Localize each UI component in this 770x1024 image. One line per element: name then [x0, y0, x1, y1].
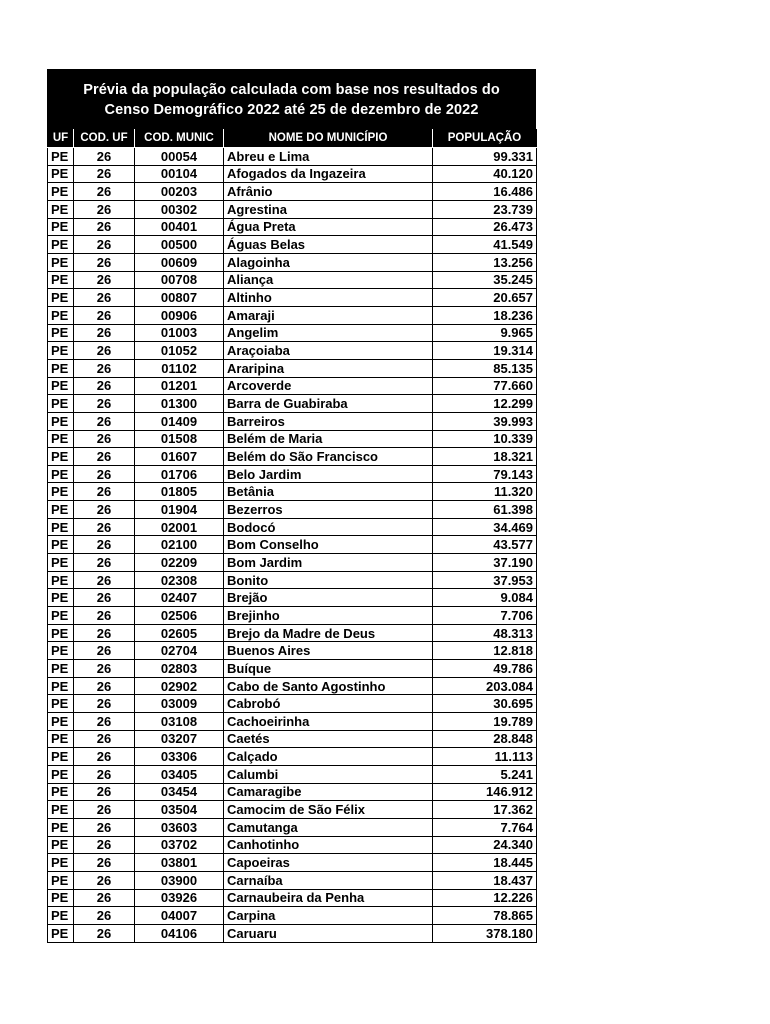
cell-cod-munic: 02308 — [135, 571, 224, 589]
cell-nome-municipio: Bodocó — [224, 518, 433, 536]
cell-nome-municipio: Bom Conselho — [224, 536, 433, 554]
table-row — [48, 836, 537, 854]
table-title — [47, 69, 536, 129]
cell-cod-uf: 26 — [74, 501, 135, 519]
cell-populacao: 18.236 — [433, 306, 537, 324]
cell-populacao: 378.180 — [433, 924, 537, 942]
column-header-uf: UF — [48, 129, 74, 148]
cell-uf: PE — [48, 465, 74, 483]
cell-nome-municipio: Buíque — [224, 660, 433, 678]
table-row — [48, 536, 537, 554]
cell-nome-municipio: Belo Jardim — [224, 465, 433, 483]
cell-cod-uf: 26 — [74, 253, 135, 271]
cell-uf: PE — [48, 271, 74, 289]
cell-uf: PE — [48, 589, 74, 607]
table-row — [48, 730, 537, 748]
cell-uf: PE — [48, 200, 74, 218]
cell-cod-munic: 03306 — [135, 748, 224, 766]
table-row — [48, 324, 537, 342]
cell-populacao: 20.657 — [433, 289, 537, 307]
cell-populacao: 9.965 — [433, 324, 537, 342]
table-body — [48, 148, 537, 943]
cell-populacao: 85.135 — [433, 359, 537, 377]
cell-nome-municipio: Carnaubeira da Penha — [224, 889, 433, 907]
cell-cod-munic: 02902 — [135, 677, 224, 695]
cell-uf: PE — [48, 377, 74, 395]
cell-populacao: 34.469 — [433, 518, 537, 536]
cell-cod-uf: 26 — [74, 589, 135, 607]
table-row — [48, 854, 537, 872]
cell-populacao: 49.786 — [433, 660, 537, 678]
cell-populacao: 28.848 — [433, 730, 537, 748]
cell-populacao: 11.320 — [433, 483, 537, 501]
cell-nome-municipio: Cachoeirinha — [224, 713, 433, 731]
table-row — [48, 924, 537, 942]
table-row — [48, 306, 537, 324]
cell-populacao: 16.486 — [433, 183, 537, 201]
cell-uf: PE — [48, 183, 74, 201]
cell-cod-uf: 26 — [74, 677, 135, 695]
table-row — [48, 607, 537, 625]
cell-cod-munic: 00609 — [135, 253, 224, 271]
table-row — [48, 554, 537, 572]
title-line-1: Prévia da população calculada com base nos resultados do — [83, 82, 500, 98]
cell-cod-munic: 00906 — [135, 306, 224, 324]
cell-populacao: 7.764 — [433, 818, 537, 836]
cell-cod-munic: 00203 — [135, 183, 224, 201]
cell-populacao: 12.299 — [433, 395, 537, 413]
table-row — [48, 518, 537, 536]
cell-cod-uf: 26 — [74, 342, 135, 360]
cell-cod-uf: 26 — [74, 854, 135, 872]
cell-nome-municipio: Canhotinho — [224, 836, 433, 854]
cell-uf: PE — [48, 660, 74, 678]
cell-cod-munic: 03801 — [135, 854, 224, 872]
cell-uf: PE — [48, 871, 74, 889]
cell-cod-uf: 26 — [74, 218, 135, 236]
cell-populacao: 19.314 — [433, 342, 537, 360]
cell-populacao: 203.084 — [433, 677, 537, 695]
cell-cod-munic: 02407 — [135, 589, 224, 607]
cell-cod-uf: 26 — [74, 907, 135, 925]
cell-populacao: 23.739 — [433, 200, 537, 218]
cell-populacao: 146.912 — [433, 783, 537, 801]
cell-cod-munic: 00104 — [135, 165, 224, 183]
cell-uf: PE — [48, 730, 74, 748]
cell-cod-uf: 26 — [74, 200, 135, 218]
cell-cod-munic: 02209 — [135, 554, 224, 572]
cell-populacao: 18.445 — [433, 854, 537, 872]
cell-cod-uf: 26 — [74, 924, 135, 942]
cell-nome-municipio: Bom Jardim — [224, 554, 433, 572]
cell-nome-municipio: Cabo de Santo Agostinho — [224, 677, 433, 695]
cell-nome-municipio: Bonito — [224, 571, 433, 589]
cell-cod-uf: 26 — [74, 801, 135, 819]
cell-cod-munic: 00054 — [135, 148, 224, 166]
cell-nome-municipio: Brejão — [224, 589, 433, 607]
cell-cod-munic: 03207 — [135, 730, 224, 748]
cell-uf: PE — [48, 483, 74, 501]
cell-nome-municipio: Camaragibe — [224, 783, 433, 801]
cell-cod-munic: 02704 — [135, 642, 224, 660]
cell-nome-municipio: Capoeiras — [224, 854, 433, 872]
table-row — [48, 907, 537, 925]
cell-populacao: 7.706 — [433, 607, 537, 625]
cell-cod-uf: 26 — [74, 359, 135, 377]
table-row — [48, 871, 537, 889]
population-table — [47, 129, 537, 943]
table-row — [48, 359, 537, 377]
cell-nome-municipio: Agrestina — [224, 200, 433, 218]
cell-cod-uf: 26 — [74, 430, 135, 448]
cell-nome-municipio: Arcoverde — [224, 377, 433, 395]
cell-cod-munic: 03108 — [135, 713, 224, 731]
cell-populacao: 17.362 — [433, 801, 537, 819]
cell-uf: PE — [48, 748, 74, 766]
cell-cod-munic: 01706 — [135, 465, 224, 483]
cell-cod-munic: 02605 — [135, 624, 224, 642]
cell-cod-munic: 03900 — [135, 871, 224, 889]
cell-cod-uf: 26 — [74, 765, 135, 783]
cell-nome-municipio: Belém de Maria — [224, 430, 433, 448]
cell-uf: PE — [48, 624, 74, 642]
table-row — [48, 200, 537, 218]
table-row — [48, 713, 537, 731]
table-row — [48, 465, 537, 483]
cell-uf: PE — [48, 324, 74, 342]
cell-uf: PE — [48, 836, 74, 854]
cell-uf: PE — [48, 554, 74, 572]
cell-uf: PE — [48, 289, 74, 307]
cell-nome-municipio: Caetés — [224, 730, 433, 748]
cell-cod-munic: 01003 — [135, 324, 224, 342]
cell-cod-munic: 03504 — [135, 801, 224, 819]
table-row — [48, 165, 537, 183]
population-sheet — [47, 69, 536, 943]
column-header-cod-uf: COD. UF — [74, 129, 135, 148]
cell-nome-municipio: Angelim — [224, 324, 433, 342]
cell-uf: PE — [48, 536, 74, 554]
cell-populacao: 41.549 — [433, 236, 537, 254]
cell-uf: PE — [48, 607, 74, 625]
cell-nome-municipio: Betânia — [224, 483, 433, 501]
cell-populacao: 24.340 — [433, 836, 537, 854]
cell-nome-municipio: Barreiros — [224, 412, 433, 430]
cell-cod-munic: 02100 — [135, 536, 224, 554]
cell-cod-uf: 26 — [74, 395, 135, 413]
cell-cod-munic: 00302 — [135, 200, 224, 218]
cell-nome-municipio: Calçado — [224, 748, 433, 766]
cell-cod-uf: 26 — [74, 183, 135, 201]
cell-populacao: 37.953 — [433, 571, 537, 589]
table-row — [48, 801, 537, 819]
table-row — [48, 624, 537, 642]
cell-cod-munic: 03009 — [135, 695, 224, 713]
column-header-nome-municipio: NOME DO MUNICÍPIO — [224, 129, 433, 148]
cell-uf: PE — [48, 236, 74, 254]
cell-populacao: 10.339 — [433, 430, 537, 448]
table-row — [48, 660, 537, 678]
cell-populacao: 77.660 — [433, 377, 537, 395]
column-header-cod-munic: COD. MUNIC — [135, 129, 224, 148]
table-row — [48, 483, 537, 501]
cell-cod-munic: 01300 — [135, 395, 224, 413]
cell-uf: PE — [48, 818, 74, 836]
cell-nome-municipio: Calumbi — [224, 765, 433, 783]
table-row — [48, 253, 537, 271]
cell-cod-uf: 26 — [74, 289, 135, 307]
cell-cod-munic: 03405 — [135, 765, 224, 783]
cell-cod-uf: 26 — [74, 730, 135, 748]
cell-cod-munic: 03603 — [135, 818, 224, 836]
cell-cod-uf: 26 — [74, 660, 135, 678]
cell-nome-municipio: Araçoiaba — [224, 342, 433, 360]
cell-uf: PE — [48, 854, 74, 872]
cell-populacao: 99.331 — [433, 148, 537, 166]
cell-uf: PE — [48, 801, 74, 819]
cell-cod-munic: 01805 — [135, 483, 224, 501]
cell-cod-uf: 26 — [74, 165, 135, 183]
cell-cod-uf: 26 — [74, 889, 135, 907]
table-row — [48, 818, 537, 836]
cell-nome-municipio: Caruaru — [224, 924, 433, 942]
cell-populacao: 61.398 — [433, 501, 537, 519]
cell-uf: PE — [48, 518, 74, 536]
cell-populacao: 35.245 — [433, 271, 537, 289]
table-row — [48, 448, 537, 466]
cell-cod-uf: 26 — [74, 624, 135, 642]
cell-uf: PE — [48, 165, 74, 183]
cell-populacao: 11.113 — [433, 748, 537, 766]
cell-nome-municipio: Altinho — [224, 289, 433, 307]
cell-uf: PE — [48, 695, 74, 713]
cell-cod-uf: 26 — [74, 871, 135, 889]
cell-populacao: 12.818 — [433, 642, 537, 660]
table-row — [48, 271, 537, 289]
cell-cod-munic: 03454 — [135, 783, 224, 801]
cell-nome-municipio: Aliança — [224, 271, 433, 289]
cell-cod-munic: 00500 — [135, 236, 224, 254]
cell-cod-munic: 00401 — [135, 218, 224, 236]
table-row — [48, 748, 537, 766]
table-row — [48, 677, 537, 695]
cell-uf: PE — [48, 765, 74, 783]
table-row — [48, 783, 537, 801]
table-row — [48, 889, 537, 907]
cell-cod-munic: 04106 — [135, 924, 224, 942]
cell-cod-uf: 26 — [74, 695, 135, 713]
cell-populacao: 18.437 — [433, 871, 537, 889]
cell-uf: PE — [48, 412, 74, 430]
cell-cod-munic: 02001 — [135, 518, 224, 536]
cell-nome-municipio: Camocim de São Félix — [224, 801, 433, 819]
cell-nome-municipio: Belém do São Francisco — [224, 448, 433, 466]
cell-populacao: 13.256 — [433, 253, 537, 271]
cell-nome-municipio: Camutanga — [224, 818, 433, 836]
cell-cod-uf: 26 — [74, 412, 135, 430]
cell-cod-uf: 26 — [74, 554, 135, 572]
cell-uf: PE — [48, 430, 74, 448]
column-header-populacao: POPULAÇÃO — [433, 129, 537, 148]
table-row — [48, 765, 537, 783]
cell-nome-municipio: Abreu e Lima — [224, 148, 433, 166]
cell-nome-municipio: Buenos Aires — [224, 642, 433, 660]
header-row — [48, 129, 537, 148]
cell-cod-munic: 00708 — [135, 271, 224, 289]
cell-cod-munic: 03926 — [135, 889, 224, 907]
cell-populacao: 9.084 — [433, 589, 537, 607]
cell-cod-munic: 04007 — [135, 907, 224, 925]
cell-nome-municipio: Brejo da Madre de Deus — [224, 624, 433, 642]
cell-cod-uf: 26 — [74, 607, 135, 625]
cell-cod-munic: 03702 — [135, 836, 224, 854]
cell-uf: PE — [48, 342, 74, 360]
cell-cod-uf: 26 — [74, 306, 135, 324]
cell-cod-uf: 26 — [74, 536, 135, 554]
cell-uf: PE — [48, 395, 74, 413]
table-row — [48, 377, 537, 395]
table-row — [48, 589, 537, 607]
cell-uf: PE — [48, 642, 74, 660]
cell-nome-municipio: Carnaíba — [224, 871, 433, 889]
table-row — [48, 695, 537, 713]
table-row — [48, 642, 537, 660]
cell-cod-uf: 26 — [74, 448, 135, 466]
cell-uf: PE — [48, 677, 74, 695]
table-row — [48, 218, 537, 236]
cell-cod-munic: 01508 — [135, 430, 224, 448]
cell-populacao: 30.695 — [433, 695, 537, 713]
cell-uf: PE — [48, 907, 74, 925]
cell-cod-munic: 00807 — [135, 289, 224, 307]
cell-cod-uf: 26 — [74, 818, 135, 836]
cell-uf: PE — [48, 713, 74, 731]
table-row — [48, 430, 537, 448]
cell-nome-municipio: Águas Belas — [224, 236, 433, 254]
table-row — [48, 501, 537, 519]
cell-cod-uf: 26 — [74, 713, 135, 731]
cell-populacao: 26.473 — [433, 218, 537, 236]
cell-nome-municipio: Araripina — [224, 359, 433, 377]
cell-populacao: 39.993 — [433, 412, 537, 430]
cell-populacao: 40.120 — [433, 165, 537, 183]
cell-uf: PE — [48, 889, 74, 907]
cell-cod-uf: 26 — [74, 465, 135, 483]
cell-uf: PE — [48, 924, 74, 942]
cell-uf: PE — [48, 501, 74, 519]
cell-nome-municipio: Afrânio — [224, 183, 433, 201]
cell-cod-munic: 01201 — [135, 377, 224, 395]
table-row — [48, 183, 537, 201]
cell-cod-munic: 01052 — [135, 342, 224, 360]
cell-populacao: 5.241 — [433, 765, 537, 783]
cell-populacao: 37.190 — [433, 554, 537, 572]
cell-populacao: 79.143 — [433, 465, 537, 483]
table-row — [48, 289, 537, 307]
cell-cod-uf: 26 — [74, 377, 135, 395]
cell-uf: PE — [48, 359, 74, 377]
cell-cod-munic: 01607 — [135, 448, 224, 466]
title-line-2: Censo Demográfico 2022 até 25 de dezembro de 2022 — [104, 102, 479, 118]
cell-uf: PE — [48, 253, 74, 271]
cell-populacao: 12.226 — [433, 889, 537, 907]
cell-cod-munic: 01409 — [135, 412, 224, 430]
cell-populacao: 48.313 — [433, 624, 537, 642]
cell-nome-municipio: Brejinho — [224, 607, 433, 625]
cell-cod-munic: 02803 — [135, 660, 224, 678]
table-row — [48, 571, 537, 589]
cell-cod-munic: 01102 — [135, 359, 224, 377]
cell-cod-uf: 26 — [74, 748, 135, 766]
cell-populacao: 43.577 — [433, 536, 537, 554]
cell-populacao: 78.865 — [433, 907, 537, 925]
cell-populacao: 19.789 — [433, 713, 537, 731]
cell-cod-munic: 02506 — [135, 607, 224, 625]
table-row — [48, 395, 537, 413]
cell-nome-municipio: Cabrobó — [224, 695, 433, 713]
cell-uf: PE — [48, 783, 74, 801]
cell-cod-uf: 26 — [74, 148, 135, 166]
cell-cod-uf: 26 — [74, 518, 135, 536]
cell-cod-uf: 26 — [74, 836, 135, 854]
table-row — [48, 412, 537, 430]
cell-cod-munic: 01904 — [135, 501, 224, 519]
cell-nome-municipio: Afogados da Ingazeira — [224, 165, 433, 183]
cell-cod-uf: 26 — [74, 271, 135, 289]
cell-uf: PE — [48, 571, 74, 589]
cell-cod-uf: 26 — [74, 783, 135, 801]
table-row — [48, 342, 537, 360]
cell-cod-uf: 26 — [74, 642, 135, 660]
cell-nome-municipio: Amaraji — [224, 306, 433, 324]
cell-cod-uf: 26 — [74, 324, 135, 342]
cell-uf: PE — [48, 448, 74, 466]
table-row — [48, 148, 537, 166]
cell-nome-municipio: Alagoinha — [224, 253, 433, 271]
cell-nome-municipio: Bezerros — [224, 501, 433, 519]
cell-populacao: 18.321 — [433, 448, 537, 466]
cell-uf: PE — [48, 306, 74, 324]
table-row — [48, 236, 537, 254]
cell-nome-municipio: Água Preta — [224, 218, 433, 236]
cell-cod-uf: 26 — [74, 483, 135, 501]
cell-nome-municipio: Barra de Guabiraba — [224, 395, 433, 413]
cell-cod-uf: 26 — [74, 571, 135, 589]
cell-uf: PE — [48, 218, 74, 236]
cell-uf: PE — [48, 148, 74, 166]
cell-nome-municipio: Carpina — [224, 907, 433, 925]
cell-cod-uf: 26 — [74, 236, 135, 254]
